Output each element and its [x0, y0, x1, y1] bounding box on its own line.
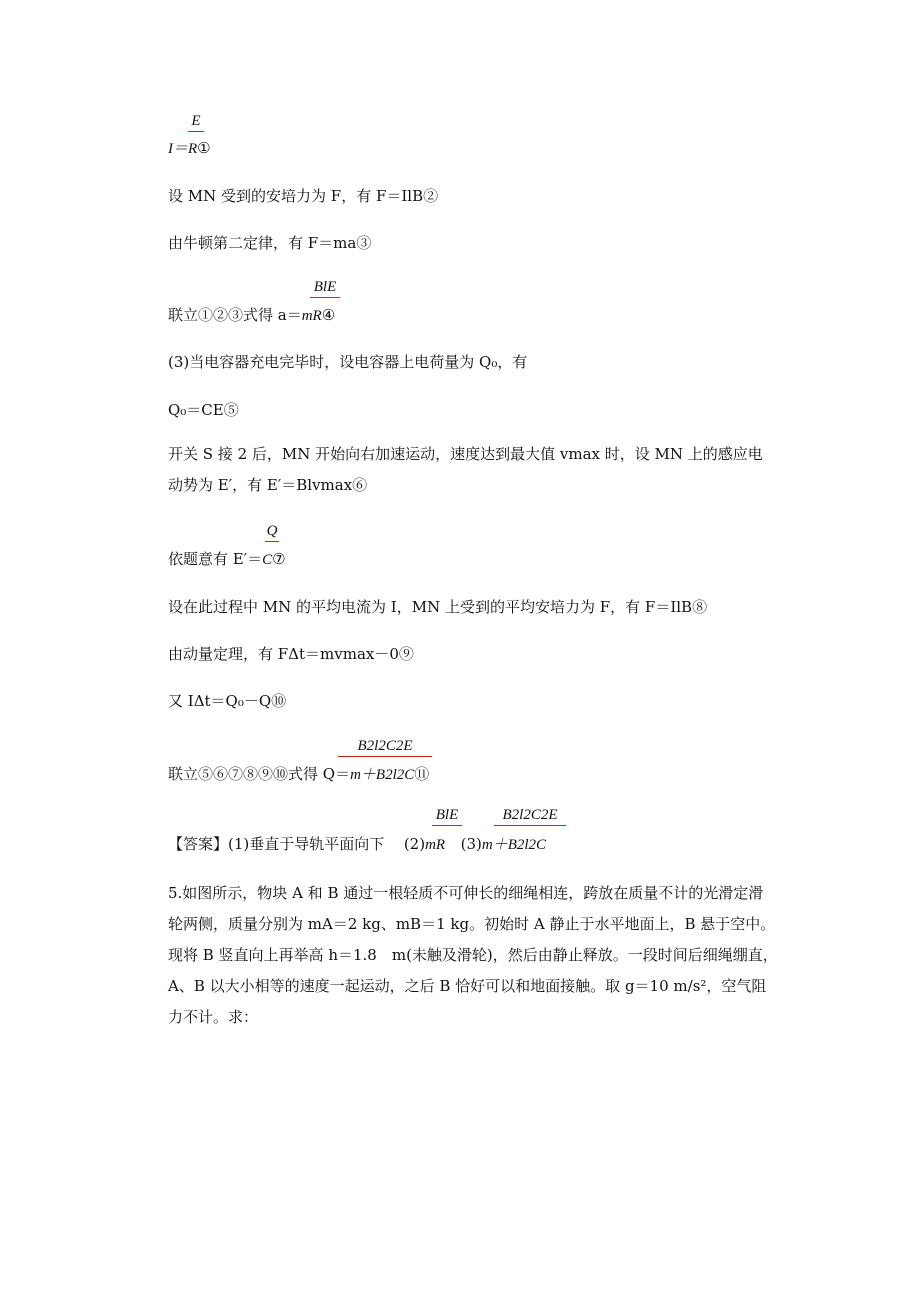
- text-line: 开关 S 接 2 后，MN 开始向右加速运动，速度达到最大值 vmax 时，设 MN 上的感应电: [168, 445, 763, 463]
- denominator: mR: [301, 308, 322, 324]
- fraction-bar: [265, 541, 279, 542]
- equation-13: [168, 764, 429, 785]
- text-line: 由动量定理，有 FΔt＝mvmax－0⑨: [168, 645, 414, 663]
- answer-part-2: (2): [403, 835, 426, 853]
- answer-label: 【答案】(1)垂直于导轨平面向下: [168, 835, 385, 853]
- equation-lhs: 依题意有 E′＝: [168, 550, 263, 568]
- fraction-bar: [494, 825, 566, 826]
- text-line: 设在此过程中 MN 的平均电流为 I，MN 上受到的平均安培力为 F，有 F＝IlB⑧: [168, 598, 708, 616]
- equation-tag: ④: [321, 306, 336, 324]
- answer-part-3: (3): [460, 835, 482, 853]
- answer-3-denominator: m＋B2l2C: [481, 837, 547, 853]
- text-line: 动势为 E′，有 E′＝Blvmax⑥: [168, 476, 368, 494]
- fraction-q-over-c: [265, 522, 279, 542]
- equation-lhs: I＝: [168, 141, 188, 157]
- fraction-bar: [310, 297, 340, 298]
- equation-tag: ⑪: [414, 765, 430, 783]
- answer-2-denominator: mR: [425, 837, 446, 853]
- numerator: B2l2C2E: [502, 807, 558, 823]
- problem-5-text: 5.如图所示，物块 A 和 B 通过一根轻质不可伸长的细绳相连，跨放在质量不计的光滑定滑轮两侧，质量分别为 mA＝2 kg、mB＝1 kg。初始时 A 静止于水平地面上，B 悬于空中。现将 B 竖直向上再举高 h＝1.8 m(未触及滑轮)，然后由静止释放。一段时间后细绳绷直，A、B 以大小相等的速度一起运动，之后 B 恰好可以和地面接触。取 g＝10 m/s²，空气阻力不计。求：: [168, 884, 778, 1026]
- equation-9: [168, 549, 286, 570]
- fraction-bar: [338, 756, 432, 757]
- denominator: C: [262, 552, 273, 568]
- denominator: R: [188, 141, 198, 157]
- answer-fraction-3: [494, 806, 566, 826]
- text-line: 设 MN 受到的安培力为 F，有 F＝IlB②: [168, 187, 439, 205]
- equation-lhs: 联立①②③式得 a＝: [168, 306, 302, 324]
- numerator: BlE: [313, 279, 337, 295]
- text-line: Q₀＝CE⑤: [168, 401, 239, 419]
- fraction-ble-over-mr: [310, 278, 340, 298]
- fraction-bar: [432, 825, 462, 826]
- numerator: Q: [266, 523, 278, 539]
- equation-tag: ①: [197, 139, 211, 157]
- numerator: E: [191, 113, 201, 129]
- equation-tag: ⑦: [272, 550, 286, 568]
- equation-lhs: 联立⑤⑥⑦⑧⑨⑩式得 Q＝: [168, 765, 351, 783]
- text-line: 由牛顿第二定律，有 F＝ma③: [168, 234, 372, 252]
- fraction-b2l2c2e: [338, 737, 432, 757]
- numerator: BlE: [435, 807, 459, 823]
- fraction-bar: [188, 131, 204, 132]
- denominator: m＋B2l2C: [350, 767, 415, 783]
- text-line: 又 IΔt＝Q₀－Q⑩: [168, 692, 287, 710]
- fraction-e-over-r: [188, 112, 204, 132]
- text-line: (3)当电容器充电完毕时，设电容器上电荷量为 Q₀，有: [168, 353, 528, 371]
- answer-line: [168, 834, 546, 855]
- answer-fraction-2: [432, 806, 462, 826]
- equation-4: [168, 305, 335, 326]
- numerator: B2l2C2E: [357, 738, 413, 754]
- equation-1: [168, 138, 211, 159]
